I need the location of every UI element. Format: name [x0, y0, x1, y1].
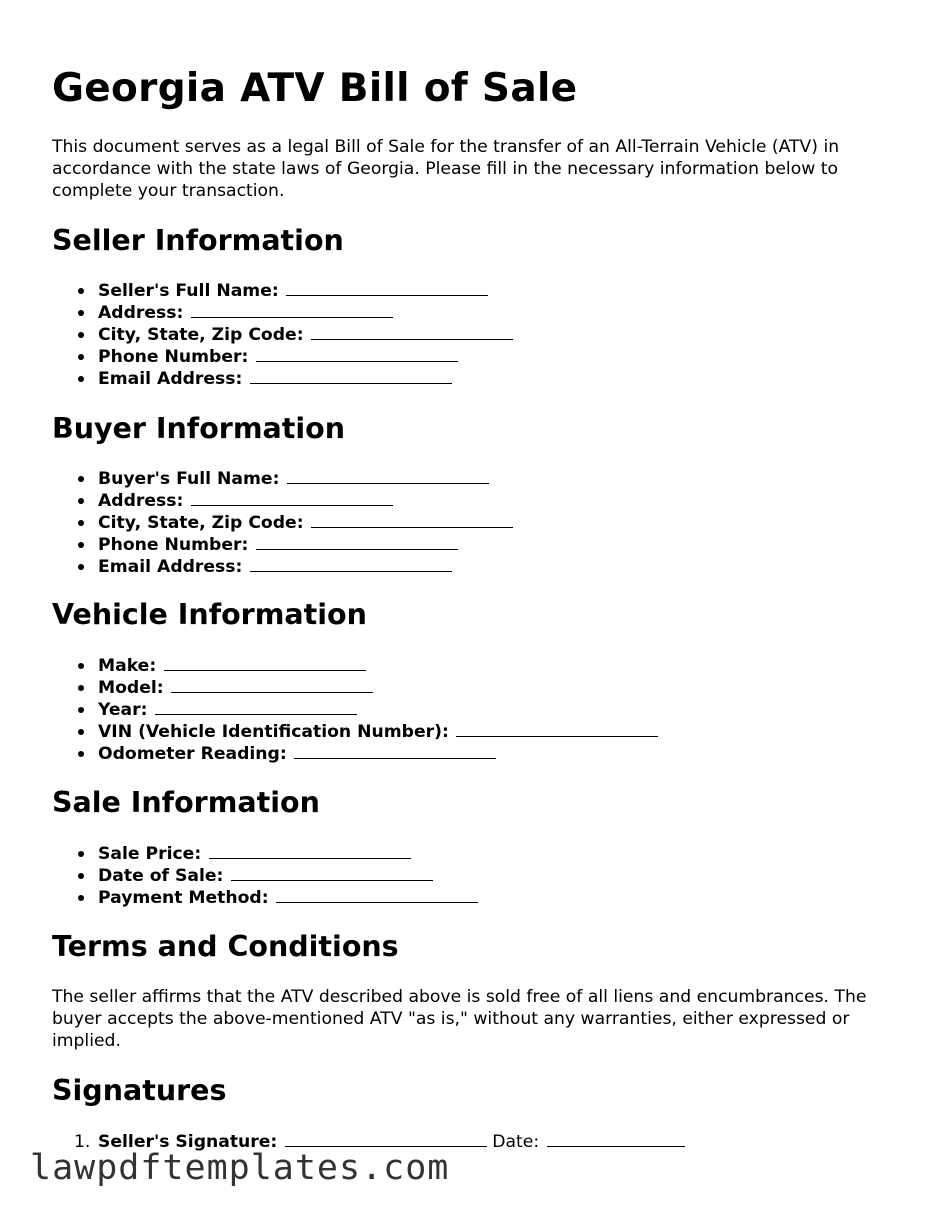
vehicle-odometer-blank[interactable]: [294, 743, 496, 759]
seller-signature-blank[interactable]: [285, 1131, 487, 1147]
payment-method-field: Payment Method:: [52, 887, 478, 909]
signature-date-label: Date:: [492, 1132, 540, 1152]
buyer-address-field: Address:: [52, 490, 513, 512]
buyer-email-blank[interactable]: [250, 556, 452, 572]
seller-email-blank[interactable]: [250, 368, 452, 384]
buyer-heading: Buyer Information: [52, 412, 346, 445]
seller-phone-blank[interactable]: [256, 346, 458, 362]
seller-full-name-field: Seller's Full Name:: [52, 280, 513, 302]
seller-address-blank[interactable]: [191, 302, 393, 318]
buyer-phone-field: Phone Number:: [52, 534, 513, 556]
sale-price-blank[interactable]: [209, 843, 411, 859]
buyer-fields: [52, 468, 513, 578]
buyer-phone-blank[interactable]: [256, 534, 458, 550]
vehicle-model-field: Model:: [52, 677, 658, 699]
seller-signature-field: 1. Seller's Signature: Date:: [52, 1131, 685, 1153]
vehicle-vin-field: VIN (Vehicle Identification Number):: [52, 721, 658, 743]
vehicle-year-blank[interactable]: [155, 699, 357, 715]
intro-paragraph: This document serves as a legal Bill of Sale for the transfer of an All-Terrain Vehicle (ATV) in accordance with the state laws of Georgia. Please fill in the necessary information below to complete your transaction.: [52, 137, 840, 201]
list-number: 1.: [74, 1132, 91, 1152]
vehicle-fields: [52, 655, 658, 765]
seller-address-field: Address:: [52, 302, 513, 324]
terms-paragraph: The seller affirms that the ATV described above is sold free of all liens and encumbrances. The buyer accepts the above-mentioned ATV "as is," without any warranties, either expressed or implied.: [52, 987, 867, 1051]
signatures-heading: Signatures: [52, 1074, 227, 1107]
seller-email-field: Email Address:: [52, 368, 513, 390]
buyer-email-field: Email Address:: [52, 556, 513, 578]
seller-full-name-blank[interactable]: [286, 280, 488, 296]
sale-date-blank[interactable]: [231, 865, 433, 881]
seller-city-state-zip-blank[interactable]: [311, 324, 513, 340]
sale-date-field: Date of Sale:: [52, 865, 478, 887]
sale-heading: Sale Information: [52, 786, 320, 819]
vehicle-odometer-field: Odometer Reading:: [52, 743, 658, 765]
vehicle-make-blank[interactable]: [164, 655, 366, 671]
terms-heading: Terms and Conditions: [52, 930, 399, 963]
seller-fields: [52, 280, 513, 390]
vehicle-heading: Vehicle Information: [52, 598, 367, 631]
buyer-city-state-zip-blank[interactable]: [311, 512, 513, 528]
vehicle-model-blank[interactable]: [171, 677, 373, 693]
seller-heading: Seller Information: [52, 224, 344, 257]
seller-phone-field: Phone Number:: [52, 346, 513, 368]
vehicle-make-field: Make:: [52, 655, 658, 677]
sale-fields: [52, 843, 478, 909]
buyer-full-name-field: Buyer's Full Name:: [52, 468, 513, 490]
signature-date-blank[interactable]: [547, 1131, 685, 1147]
vehicle-vin-blank[interactable]: [456, 721, 658, 737]
sale-price-field: Sale Price:: [52, 843, 478, 865]
vehicle-year-field: Year:: [52, 699, 658, 721]
watermark-text: lawpdftemplates.com: [30, 1148, 450, 1188]
seller-city-state-zip-field: City, State, Zip Code:: [52, 324, 513, 346]
buyer-full-name-blank[interactable]: [287, 468, 489, 484]
buyer-address-blank[interactable]: [191, 490, 393, 506]
document-title: Georgia ATV Bill of Sale: [52, 66, 578, 111]
payment-method-blank[interactable]: [276, 887, 478, 903]
buyer-city-state-zip-field: City, State, Zip Code:: [52, 512, 513, 534]
